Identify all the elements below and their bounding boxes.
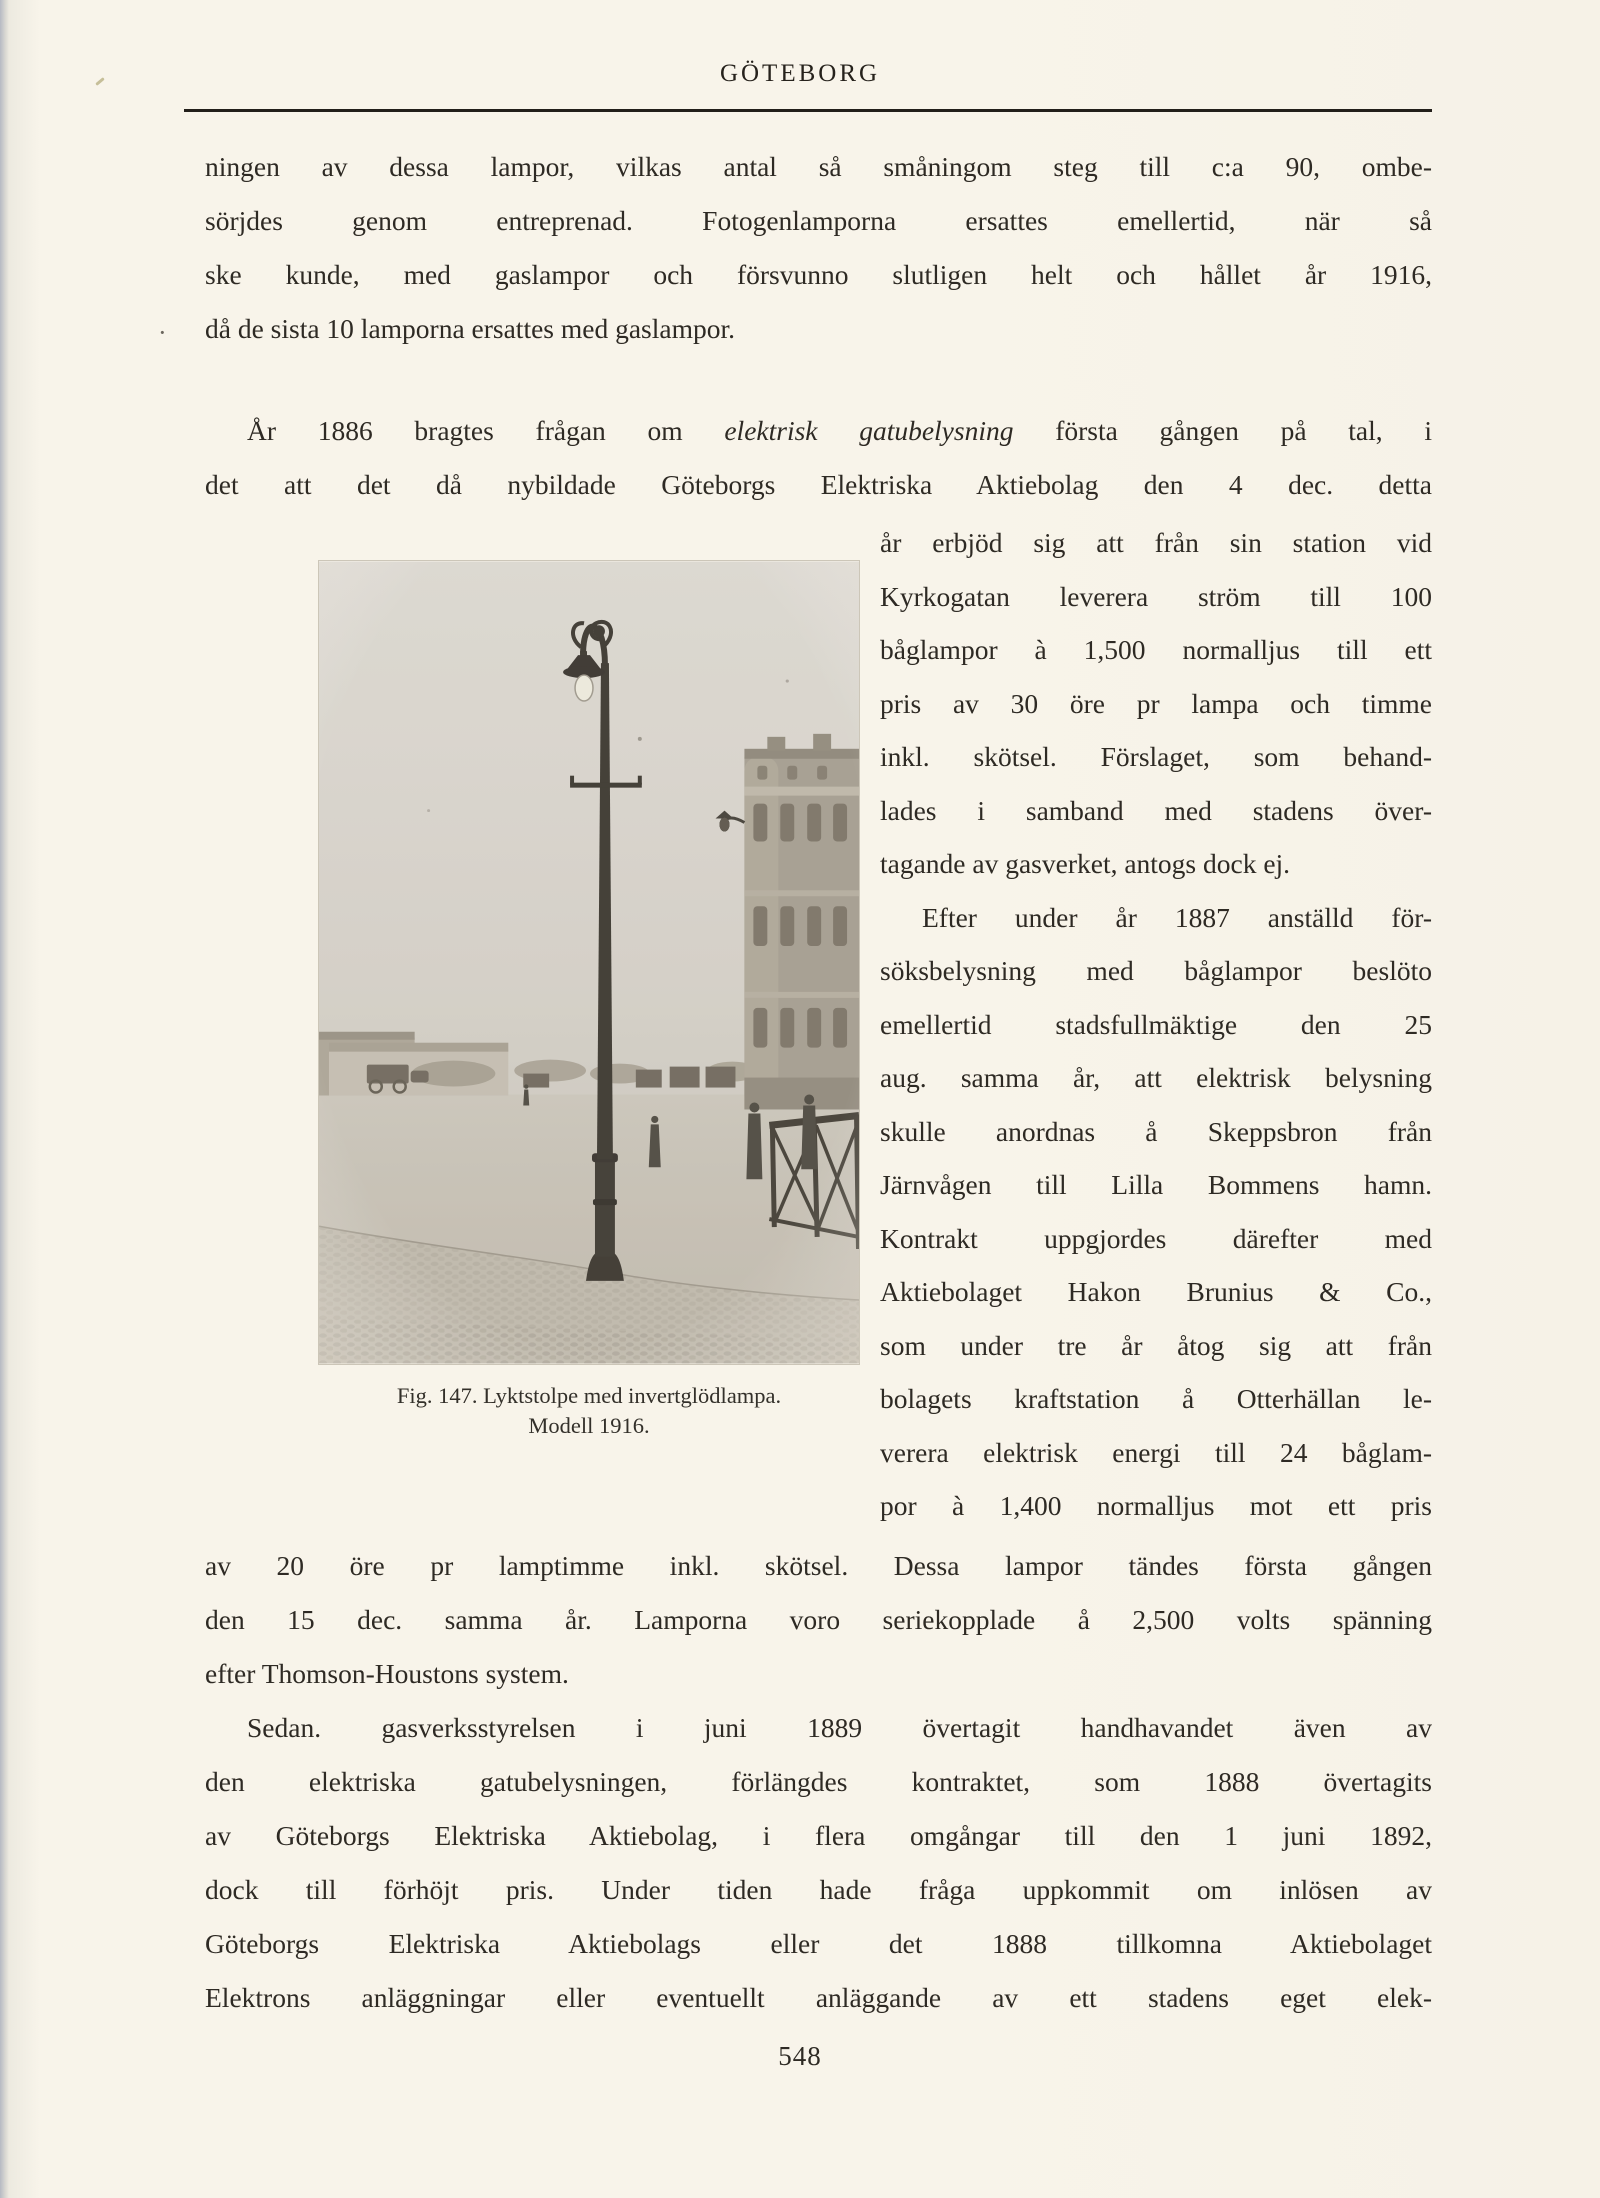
text-line: Kyrkogatan leverera ström till 100 <box>880 580 1432 612</box>
margin-mark: · <box>158 318 167 347</box>
text-line <box>205 404 1432 458</box>
text-line: dock till förhöjt pris. Under tiden hade fråga uppkommit om inlösen av <box>205 1873 1432 1905</box>
wrapped-text-column <box>880 516 1432 1533</box>
lamppost-photo-illustration <box>319 561 859 1364</box>
italic-phrase: elektrisk gatubelysning <box>724 415 1014 446</box>
text-line: Efter under år 1887 anställd för- <box>922 901 1432 933</box>
text-segment: År 1886 bragtes frågan om <box>247 415 725 446</box>
text-line: Elektrons anläggningar eller eventuellt anläggande av ett stadens eget elek- <box>205 1981 1432 2013</box>
bottom-paragraphs <box>205 1539 1432 2025</box>
text-line: söksbelysning med båglampor beslöto <box>880 955 1432 986</box>
text-line: sörjdes genom entreprenad. Fotogenlamporna ersattes emellertid, när så <box>205 205 1432 236</box>
text-line: ningen av dessa lampor, vilkas antal så småningom steg till c:a 90, ombe- <box>205 151 1432 182</box>
text-line: ske kunde, med gaslampor och försvunno slutligen helt och hållet år 1916, <box>205 259 1432 290</box>
text-line: båglampor à 1,500 normalljus till ett <box>880 634 1432 665</box>
text-line: Järnvågen till Lilla Bommens hamn. <box>880 1169 1432 1200</box>
page-number: 548 <box>778 2040 822 2071</box>
text-line: Aktiebolaget Hakon Brunius & Co., <box>880 1276 1432 1307</box>
text-line: Kontrakt uppgjordes därefter med <box>880 1222 1432 1254</box>
text-line: den elektriska gatubelysningen, förlängdes kontraktet, som 1888 övertagits <box>205 1765 1432 1797</box>
header-rule <box>184 109 1432 112</box>
text-line: bolagets kraftstation å Otterhällan le- <box>880 1383 1432 1414</box>
text-line: då de sista 10 lamporna ersattes med gaslampor. <box>205 313 735 344</box>
text-line: emellertid stadsfullmäktige den 25 <box>880 1008 1432 1040</box>
text-line: inkl. skötsel. Förslaget, som behand- <box>880 741 1432 772</box>
text-segment: första gången på tal, i <box>1013 415 1433 446</box>
text-line: verera elektrisk energi till 24 båglam- <box>880 1436 1432 1468</box>
figure-block <box>318 516 860 1533</box>
text-line: som under tre år åtog sig att från <box>880 1329 1432 1361</box>
text-line: skulle anordnas å Skeppsbron från <box>880 1115 1432 1147</box>
text-line: det att det då nybildade Göteborgs Elektriska Aktiebolag den 4 dec. detta <box>205 469 1432 500</box>
text-line: av 20 öre pr lamptimme inkl. skötsel. Dessa lampor tändes första gången <box>205 1549 1432 1581</box>
figure-and-text-section <box>205 516 1432 1533</box>
text-line: efter Thomson-Houstons system. <box>205 1657 569 1689</box>
figure-caption-line2: Modell 1916. <box>528 1413 650 1438</box>
text-line: år erbjöd sig att från sin station vid <box>880 527 1432 558</box>
text-line: av Göteborgs Elektriska Aktiebolag, i flera omgångar till den 1 juni 1892, <box>205 1819 1432 1851</box>
text-line: Sedan. gasverksstyrelsen i juni 1889 övertagit handhavandet även av <box>247 1711 1432 1743</box>
text-line: den 15 dec. samma år. Lamporna voro seriekopplade å 2,500 volts spänning <box>205 1603 1432 1635</box>
text-line: lades i samband med stadens över- <box>880 794 1432 826</box>
text-line: tagande av gasverket, antogs dock ej. <box>880 848 1291 879</box>
figure-caption-line1: Fig. 147. Lyktstolpe med invertglödlampa. <box>396 1383 782 1408</box>
paragraph-2 <box>205 404 1432 512</box>
text-line: Göteborgs Elektriska Aktiebolags eller det 1888 tillkomna Aktiebolaget <box>205 1927 1432 1959</box>
text-line: aug. samma år, att elektrisk belysning <box>880 1062 1432 1093</box>
figure-caption <box>264 1381 914 1441</box>
scan-edge-shadow <box>0 0 9 2198</box>
paragraph-1 <box>205 140 1432 356</box>
figure-photo <box>318 560 860 1365</box>
text-line: por à 1,400 normalljus mot ett pris <box>880 1490 1432 1521</box>
running-header: GÖTEBORG <box>719 60 881 87</box>
text-line: pris av 30 öre pr lampa och timme <box>880 687 1432 719</box>
